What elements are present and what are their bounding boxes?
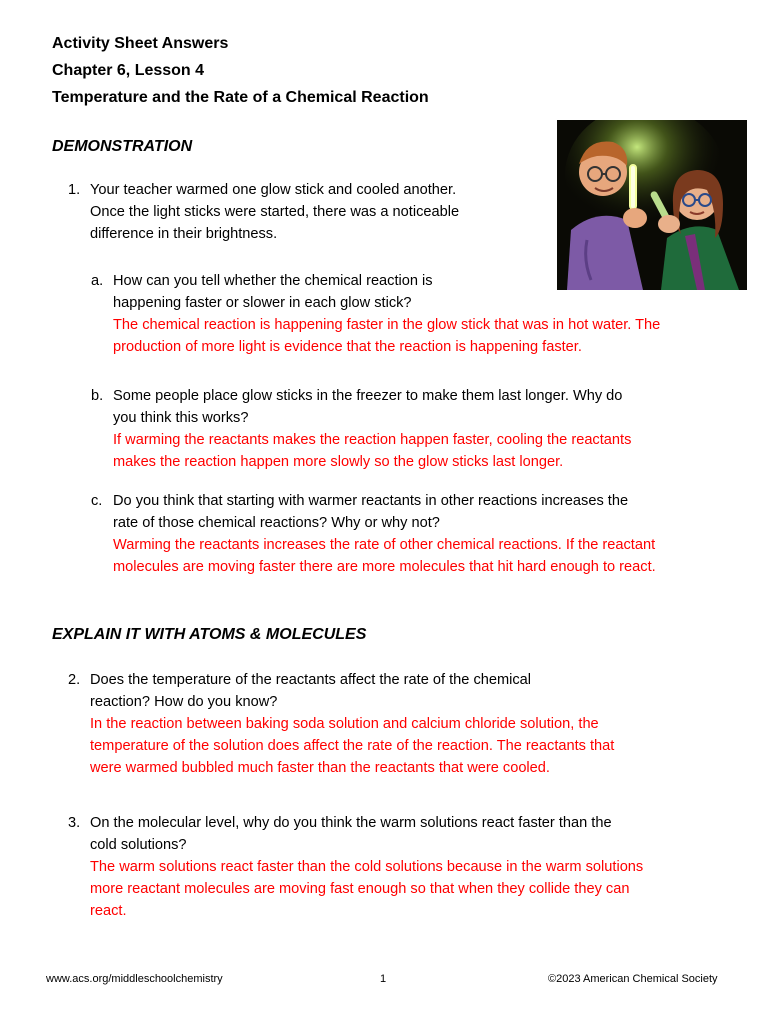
question-3 <box>68 812 644 922</box>
question-1c-letter: c. <box>91 493 103 509</box>
answer-1a-line: The chemical reaction is happening faster in the glow stick that was in hot water. The <box>113 317 661 333</box>
question-2-text-line: reaction? How do you know? <box>90 694 278 710</box>
question-1b-letter: b. <box>91 388 104 404</box>
answer-3-line: react. <box>90 903 127 919</box>
answer-1b-line: makes the reaction happen more slowly so the glow sticks last longer. <box>113 454 564 470</box>
question-3-text-line: cold solutions? <box>90 837 187 853</box>
question-1b <box>91 385 632 473</box>
answer-1a-line: production of more light is evidence that the reaction is happening faster. <box>113 339 582 355</box>
question-1a <box>91 270 661 358</box>
question-1b-text-line: Some people place glow sticks in the freezer to make them last longer. Why do <box>113 388 623 404</box>
footer-copyright: ©2023 American Chemical Society <box>548 973 718 985</box>
question-1a-text-line: How can you tell whether the chemical reaction is <box>113 273 433 289</box>
two-students-glow-sticks-illustration <box>557 120 747 290</box>
page-header <box>52 30 429 111</box>
question-3-number: 3. <box>68 815 81 831</box>
header-chapter-lesson: Chapter 6, Lesson 4 <box>52 62 205 79</box>
header-lesson-title: Temperature and the Rate of a Chemical Reaction <box>52 89 429 106</box>
question-1a-letter: a. <box>91 273 104 289</box>
section-heading-demonstration: DEMONSTRATION <box>52 138 193 155</box>
answer-3-line: The warm solutions react faster than the cold solutions because in the warm solutions <box>90 859 644 875</box>
question-3-text-line: On the molecular level, why do you think the warm solutions react faster than the <box>90 815 612 831</box>
answer-2-line: In the reaction between baking soda solution and calcium chloride solution, the <box>90 716 599 732</box>
footer-url[interactable]: www.acs.org/middleschoolchemistry <box>46 973 223 985</box>
question-1-text-line: Your teacher warmed one glow stick and cooled another. <box>90 182 457 198</box>
question-1 <box>68 179 460 245</box>
question-1-text-line: difference in their brightness. <box>90 226 278 242</box>
answer-1b-line: If warming the reactants makes the reaction happen faster, cooling the reactants <box>113 432 632 448</box>
question-1c-text-line: rate of those chemical reactions? Why or why not? <box>113 515 440 531</box>
header-title: Activity Sheet Answers <box>52 35 229 52</box>
question-2 <box>68 669 615 779</box>
question-1b-text-line: you think this works? <box>113 410 249 426</box>
footer-page-number: 1 <box>380 973 387 985</box>
question-1c-text-line: Do you think that starting with warmer reactants in other reactions increases the <box>113 493 629 509</box>
question-1-text-line: Once the light sticks were started, there was a noticeable <box>90 204 460 220</box>
question-1-number: 1. <box>68 182 81 198</box>
question-1c <box>91 490 656 578</box>
answer-1c-line: Warming the reactants increases the rate of other chemical reactions. If the reactant <box>113 537 656 553</box>
answer-2-line: temperature of the solution does affect the rate of the reaction. The reactants that <box>90 738 615 754</box>
answer-3-line: more reactant molecules are moving fast enough so that when they collide they can <box>90 881 630 897</box>
question-2-number: 2. <box>68 672 81 688</box>
section-heading-explain: EXPLAIN IT WITH ATOMS & MOLECULES <box>52 626 367 643</box>
answer-1c-line: molecules are moving faster there are more molecules that hit hard enough to react. <box>113 559 656 575</box>
answer-2-line: were warmed bubbled much faster than the reactants that were cooled. <box>90 760 550 776</box>
question-1a-text-line: happening faster or slower in each glow stick? <box>113 295 412 311</box>
question-2-text-line: Does the temperature of the reactants affect the rate of the chemical <box>90 672 532 688</box>
